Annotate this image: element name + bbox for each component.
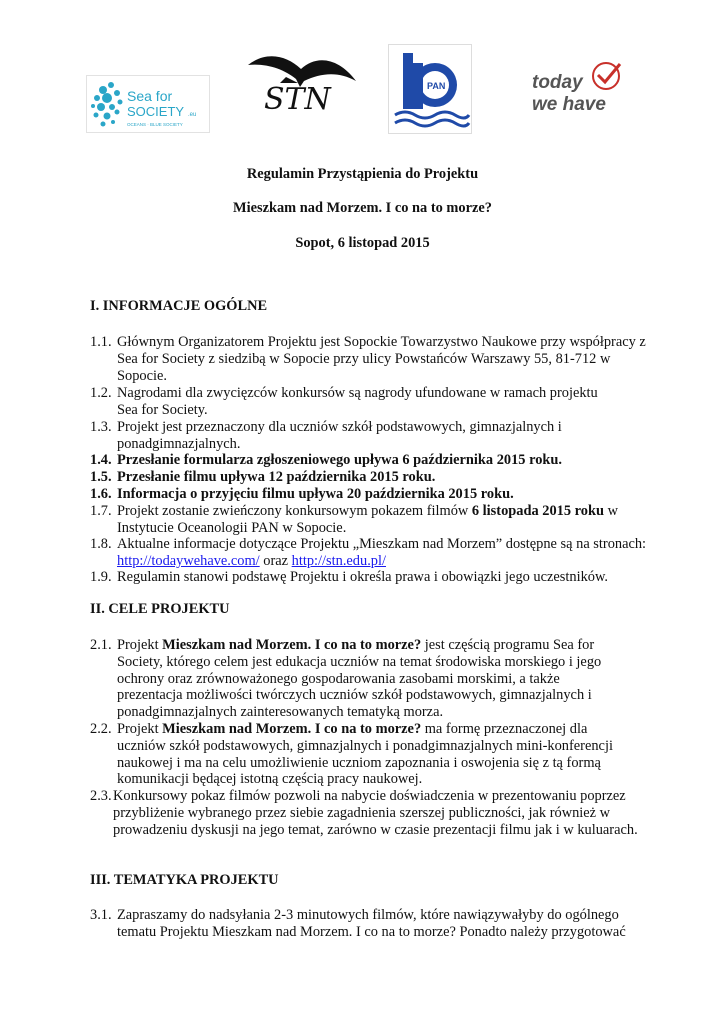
- svg-text:.eu: .eu: [188, 112, 197, 118]
- title-line-1: Regulamin Przystąpienia do Projektu: [246, 166, 479, 182]
- sea-for-society-logo: [86, 75, 210, 133]
- list-item: 1.3. Projekt jest przeznaczony dla uczniów szkół podstawowych, gimnazjalnych i ponadgimnazjalnych.: [90, 419, 562, 452]
- today-we-have-logo: [528, 60, 624, 120]
- title-line-2: Mieszkam nad Morzem. I co na to morze?: [233, 200, 492, 216]
- list-item: 2.3. Konkursowy pokaz filmów pozwoli na nabycie doświadczenia w prezentowaniu poprzez przybliżenie wybranego przez siebie zagadnienia szerszej publiczności, jak również w prowadzeniu dyskusji na jego temat, zarówno w czasie prezentacji filmu jak i w kuluarach.: [90, 788, 638, 838]
- list-item: 1.1. Głównym Organizatorem Projektu jest Sopockie Towarzystwo Naukowe przy współpracy z Sea for Society z siedzibą w Sopocie przy ulicy Powstańców Warszawy 55, 81-712 w Sopocie.: [90, 334, 646, 384]
- svg-text:today: today: [532, 72, 583, 93]
- list-item: 3.1. Zapraszamy do nadsyłania 2-3 minutowych filmów, które nawiązywałyby do ogólnego tematu Projektu Mieszkam nad Morzem. I co na to morze? Ponadto należy przygotować: [90, 907, 626, 940]
- list-item: 1.7. Projekt zostanie zwieńczony konkursowym pokazem filmów 6 listopada 2015 roku w Instytucie Oceanologii PAN w Sopocie.: [90, 503, 618, 536]
- list-item: 2.2. Projekt Mieszkam nad Morzem. I co na to morze? ma formę przeznaczonej dla uczniów szkół podstawowych, gimnazjalnych i ponadgimnazjalnych mini-konferencji naukowej i ma na celu umożliwienie uczniom zapoznania i oswojenia się z tą formą komunikacji będącej istotną częścią pracy naukowej.: [90, 721, 613, 788]
- list-item: 1.5. Przesłanie filmu upływa 12 października 2015 roku.: [90, 469, 436, 485]
- svg-text:Sea for: Sea for: [127, 88, 173, 104]
- list-item: 1.6. Informacja o przyjęciu filmu upływa 20 października 2015 roku.: [90, 486, 514, 502]
- stn-logo: [246, 47, 358, 133]
- svg-text:STN: STN: [264, 82, 331, 117]
- ipan-logo: [388, 44, 472, 134]
- section-heading-2: II. CELE PROJEKTU: [90, 601, 230, 617]
- section-heading-3: III. TEMATYKA PROJEKTU: [90, 872, 279, 888]
- svg-text:OCEANS · BLUE SOCIETY: OCEANS · BLUE SOCIETY: [127, 122, 183, 127]
- list-item: 1.9. Regulamin stanowi podstawę Projektu i określa prawa i obowiązki jego uczestników.: [90, 569, 609, 585]
- svg-text:we have: we have: [532, 94, 606, 115]
- list-item: 1.4. Przesłanie formularza zgłoszeniowego upływa 6 października 2015 roku.: [90, 452, 563, 468]
- list-item: 2.1. Projekt Mieszkam nad Morzem. I co na to morze? jest częścią programu Sea for Society, którego celem jest edukacja uczniów na temat środowiska morskiego i jego ochrony oraz zrównoważonego gospodarowania zasobami morskimi, a także prezentacja możliwości twórczych uczniów szkół podstawowych, gimnazjalnych i ponadgimnazjalnych zainteresowanych tematyką morza.: [90, 637, 602, 721]
- list-item: 1.8. Aktualne informacje dotyczące Projektu „Mieszkam nad Morzem” dostępne są na stronach: http://todaywehave.com/ oraz http://stn.edu.pl/: [90, 536, 647, 569]
- svg-text:PAN: PAN: [427, 81, 446, 91]
- svg-text:SOCIETY: SOCIETY: [127, 104, 185, 119]
- list-item: 1.2. Nagrodami dla zwycięzców konkursów są nagrody ufundowane w ramach projektu Sea for Society.: [90, 385, 598, 418]
- link-todaywehave[interactable]: http://todaywehave.com/: [117, 552, 260, 569]
- link-stn[interactable]: http://stn.edu.pl/: [291, 552, 386, 569]
- title-line-3: Sopot, 6 listopad 2015: [295, 235, 430, 251]
- section-heading-1: I. INFORMACJE OGÓLNE: [90, 298, 268, 314]
